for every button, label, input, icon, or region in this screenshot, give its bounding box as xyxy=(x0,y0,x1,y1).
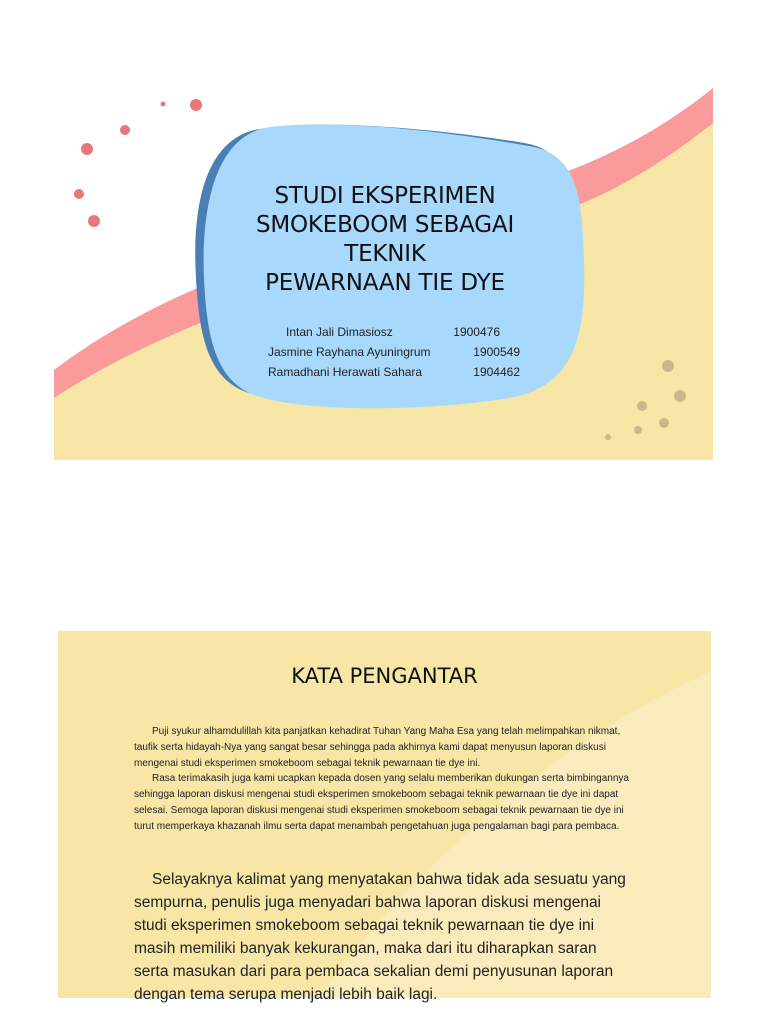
author-row xyxy=(250,362,520,382)
decor-dot xyxy=(662,360,674,372)
decor-dot xyxy=(605,434,611,440)
author-id: 1900549 xyxy=(473,345,520,359)
decor-dot xyxy=(190,99,202,111)
author-id: 1900476 xyxy=(453,325,500,339)
decor-dot xyxy=(74,189,84,199)
decor-dot xyxy=(88,215,100,227)
foreword-body-large xyxy=(134,868,634,1006)
decor-dot xyxy=(120,125,130,135)
author-name: Ramadhani Herawati Sahara xyxy=(268,365,423,379)
cover-title-line: SMOKEBOOM SEBAGAI xyxy=(255,212,515,238)
cover-title xyxy=(190,182,580,298)
author-list xyxy=(250,322,520,382)
foreword-paragraph: Puji syukur alhamdulillah kita panjatkan kehadirat Tuhan Yang Maha Esa yang telah melimpahkan nikmat, taufik serta hidayah-Nya yang sangat besar sehingga pada akhirnya kami dapat menyusun laporan diskusi mengenai studi eksperimen smokeboom sebagai teknik pewarnaan tie dye ini. xyxy=(134,726,621,769)
decor-dot xyxy=(81,143,93,155)
author-row xyxy=(250,322,520,342)
cover-title-line: PEWARNAAN TIE DYE xyxy=(265,270,505,296)
foreword-paragraph: Rasa terimakasih juga kami ucapkan kepada dosen yang selalu memberikan dukungan serta bimbingannya sehingga laporan diskusi mengenai studi eksperimen smokeboom sebagai teknik pewarnaan tie dye ini dapat selesai. Semoga laporan diskusi mengenai studi eksperimen smokeboom sebagai teknik pewarnaan tie dye ini turut memperkaya khazanah ilmu serta dapat menambah pengetahuan juga pengalaman bagi para pembaca. xyxy=(134,773,629,832)
decor-dot xyxy=(637,401,647,411)
foreword-paragraph: Selayaknya kalimat yang menyatakan bahwa tidak ada sesuatu yang sempurna, penulis juga menyadari bahwa laporan diskusi mengenai studi eksperimen smokeboom sebagai teknik pewarnaan tie dye ini masih memiliki banyak kekurangan, maka dari itu diharapkan saran serta masukan dari para pembaca sekalian demi penyusunan laporan dengan tema serupa menjadi lebih baik lagi. xyxy=(134,871,626,1003)
foreword-body-small xyxy=(134,724,634,835)
author-id: 1904462 xyxy=(473,365,520,379)
decor-dot xyxy=(674,390,686,402)
cover-title-line: TEKNIK xyxy=(344,241,426,267)
decor-dot xyxy=(659,418,669,428)
decor-dot xyxy=(161,102,166,107)
cover-title-line: STUDI EKSPERIMEN xyxy=(274,183,496,209)
decor-dot xyxy=(634,426,642,434)
author-name: Intan Jali Dimasiosz xyxy=(286,325,393,339)
author-row xyxy=(250,342,520,362)
author-name: Jasmine Rayhana Ayuningrum xyxy=(268,345,431,359)
foreword-title: KATA PENGANTAR xyxy=(291,664,478,688)
